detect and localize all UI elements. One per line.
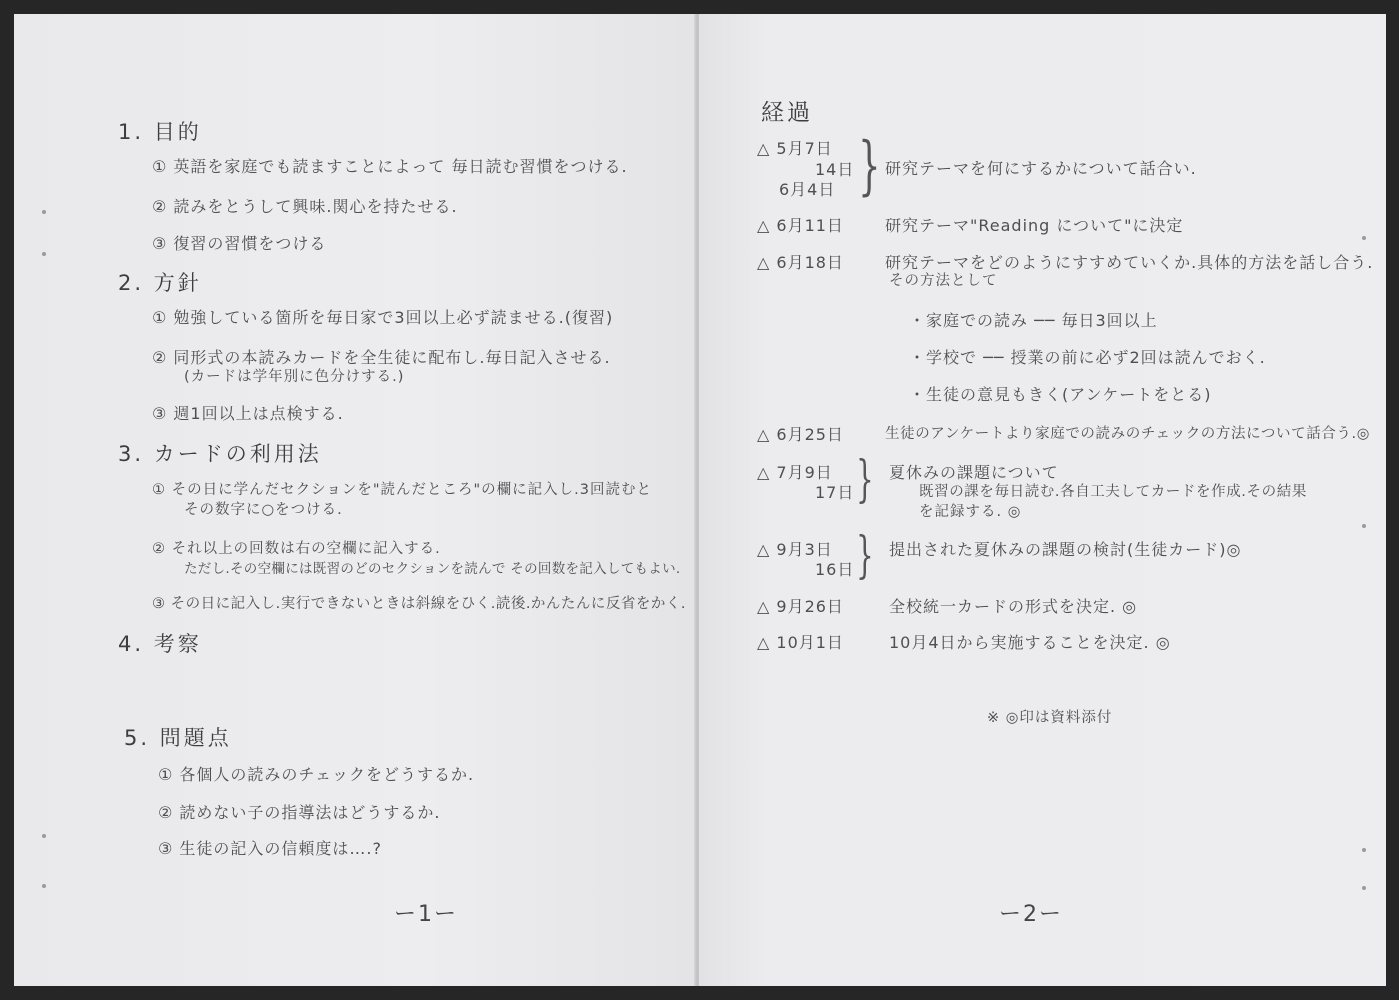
- purpose-item-1: ① 英語を家庭でも読ますことによって 毎日読む習慣をつける.: [152, 157, 628, 176]
- policy-item-1: ① 勉強している箇所を毎日家で3回以上必ず読ませる.(復習): [152, 308, 614, 327]
- entry-date: △ 6月11日: [757, 216, 844, 235]
- entry-date: △ 9月3日: [757, 540, 833, 559]
- binding-hole: [42, 210, 46, 214]
- entry-text: 研究テーマ"Reading について"に決定: [885, 216, 1184, 235]
- card-usage-item-2: ② それ以上の回数は右の空欄に記入する.: [152, 541, 441, 557]
- policy-item-2: ② 同形式の本読みカードを全生徒に配布し.毎日記入させる.: [152, 348, 611, 367]
- entry-text: 提出された夏休みの課題の検討(生徒カード)◎: [889, 540, 1242, 559]
- binding-hole: [1362, 236, 1366, 240]
- entry-date: 17日: [815, 483, 855, 502]
- method-item: ・学校で ── 授業の前に必ず2回は読んでおく.: [909, 348, 1266, 367]
- entry-text: 10月4日から実施することを決定. ◎: [889, 633, 1171, 652]
- method-item: ・家庭での読み ── 毎日3回以上: [909, 311, 1158, 330]
- entry-date: 14日: [815, 160, 855, 179]
- entry-date: 6月4日: [779, 180, 836, 199]
- problems-item-1: ① 各個人の読みのチェックをどうするか.: [158, 765, 475, 784]
- page-number-1: ー1ー: [394, 902, 458, 927]
- attachment-note: ※ ◎印は資料添付: [987, 710, 1113, 726]
- binding-hole: [1362, 848, 1366, 852]
- right-page: [699, 14, 1386, 986]
- problems-item-2: ② 読めない子の指導法はどうするか.: [158, 803, 441, 822]
- section-title-policy: 2. 方針: [118, 271, 202, 295]
- brace-icon: }: [856, 526, 874, 584]
- entry-text: 生徒のアンケートより家庭での読みのチェックの方法について話合う.◎: [885, 426, 1370, 442]
- entry-text: 夏休みの課題について: [889, 463, 1059, 482]
- entry-date: △ 10月1日: [757, 633, 844, 652]
- entry-text: その方法として: [889, 273, 998, 289]
- entry-date: △ 7月9日: [757, 463, 833, 482]
- entry-date: △ 5月7日: [757, 139, 833, 158]
- entry-date: 16日: [815, 560, 855, 579]
- entry-text: 研究テーマをどのようにすすめていくか.具体的方法を話し合う.: [885, 253, 1374, 272]
- entry-date: △ 6月25日: [757, 425, 844, 444]
- policy-item-3: ③ 週1回以上は点検する.: [152, 404, 344, 423]
- entry-date: △ 9月26日: [757, 597, 844, 616]
- entry-date: △ 6月18日: [757, 253, 844, 272]
- binding-hole: [1362, 886, 1366, 890]
- entry-text: を記録する. ◎: [919, 504, 1022, 520]
- binding-hole: [42, 884, 46, 888]
- binding-hole: [42, 252, 46, 256]
- purpose-item-2: ② 読みをとうして興味.関心を持たせる.: [152, 197, 458, 216]
- entry-text: 研究テーマを何にするかについて話合い.: [885, 159, 1197, 178]
- card-usage-item-2-cont: ただし.その空欄には既習のどのセクションを読んで その回数を記入してもよい.: [184, 561, 681, 577]
- page-number-2: ー2ー: [999, 902, 1063, 927]
- card-usage-item-1: ① その日に学んだセクションを"読んだところ"の欄に記入し.3回読むと: [152, 482, 652, 498]
- entry-text: 全校統一カードの形式を決定. ◎: [889, 597, 1138, 616]
- entry-text: 既習の課を毎日読む.各自工夫してカードを作成.その結果: [919, 484, 1307, 500]
- left-page: [14, 14, 697, 986]
- policy-item-2-note: (カードは学年別に色分けする.): [184, 369, 405, 385]
- brace-icon: }: [856, 450, 874, 508]
- binding-hole: [1362, 524, 1366, 528]
- method-item: ・生徒の意見もきく(アンケートをとる): [909, 385, 1212, 404]
- card-usage-item-3: ③ その日に記入し.実行できないときは斜線をひく.読後.かんたんに反省をかく.: [152, 596, 687, 612]
- section-title-card-usage: 3. カードの利用法: [118, 442, 322, 466]
- card-usage-item-1-cont: その数字に○をつける.: [184, 502, 343, 518]
- section-title-purpose: 1. 目的: [118, 120, 202, 144]
- section-title-consideration: 4. 考察: [118, 632, 202, 656]
- binding-hole: [42, 834, 46, 838]
- section-title-problems: 5. 問題点: [124, 726, 232, 750]
- purpose-item-3: ③ 復習の習慣をつける: [152, 234, 327, 253]
- brace-icon: }: [858, 129, 881, 203]
- problems-item-3: ③ 生徒の記入の信頼度は….?: [158, 839, 383, 858]
- progress-title: 経過: [761, 100, 813, 126]
